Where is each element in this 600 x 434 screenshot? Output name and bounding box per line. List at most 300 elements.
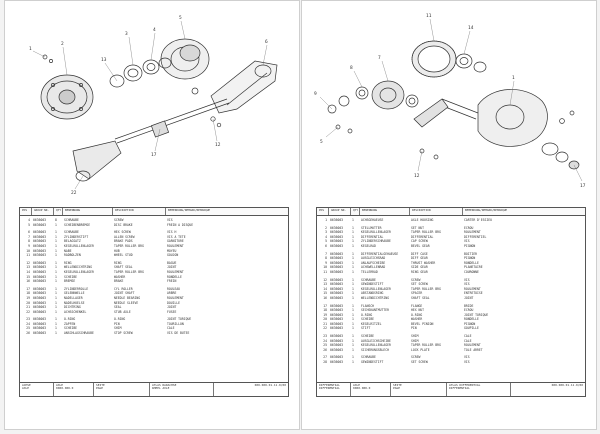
svg-text:5: 5 (179, 16, 182, 21)
parts-cell: 1 (352, 291, 354, 296)
parts-cell: BRAKE (114, 279, 124, 284)
parts-cell: DIFF GEAR (411, 256, 428, 261)
parts-cell: 1 (352, 308, 354, 313)
parts-cell: FUSEE (167, 309, 177, 314)
parts-cell: 1 (55, 286, 57, 291)
parts-cell: VIS DE BUTEE (167, 331, 190, 336)
parts-cell: SCREW (411, 277, 421, 282)
parts-cell: SCHEIBE (64, 326, 78, 331)
exploded-view-differential (302, 1, 596, 201)
parts-cell: 1 (55, 260, 57, 265)
parts-cell: SCHEIBE (361, 334, 375, 339)
parts-cell: ANSCHLAGSCHRAUBE (64, 331, 94, 336)
header-name: BENENNUNG (360, 208, 410, 215)
wheel-hub-drawing (5, 1, 299, 201)
parts-cell: AUSGLEICHSRAD (361, 256, 386, 261)
header-remark: BEMERKUNG/REMARK/REMARQUE (168, 208, 211, 212)
parts-cell: 6 (28, 230, 30, 235)
parts-cell: 2 (325, 225, 327, 230)
parts-cell: ROULEMENT (464, 343, 481, 348)
parts-list-table-left (19, 207, 289, 383)
parts-cell: 0636003 (33, 234, 47, 239)
parts-cell: 1 (352, 338, 354, 343)
parts-cell: ECROU (464, 308, 474, 313)
parts-cell: 0636003 (33, 279, 47, 284)
parts-cell: 0636003 (330, 321, 344, 326)
parts-cell: RING (64, 260, 72, 265)
parts-cell: SHAFT SEAL (114, 265, 133, 270)
parts-cell: SET NUT (411, 225, 425, 230)
parts-cell: O-RING (411, 312, 423, 317)
parts-cell: ZYLINDERSCHRAUBE (361, 239, 391, 244)
parts-cell: 1 (352, 282, 354, 287)
parts-cell: WASHER (411, 317, 423, 322)
parts-cell: 0636003 (33, 248, 47, 253)
parts-cell: 1 (55, 291, 57, 296)
parts-cell: 0636003 (330, 303, 344, 308)
parts-cell: SCHRAUBE (64, 218, 79, 222)
parts-cell: THRUST WASHER (411, 260, 436, 265)
svg-text:13: 13 (101, 58, 107, 63)
parts-cell: O-RING (114, 317, 126, 322)
parts-cell: BOITIER (464, 251, 478, 256)
parts-cell: 0636003 (330, 338, 344, 343)
parts-cell: 0636003 (33, 331, 47, 336)
parts-cell: 1 (352, 286, 354, 291)
parts-cell: 19 (26, 295, 30, 300)
svg-text:3: 3 (125, 32, 128, 37)
parts-cell: JOINT SHAFT (114, 291, 135, 296)
parts-cell: RADBOLZEN (64, 253, 81, 258)
parts-cell: 0636003 (33, 300, 47, 305)
svg-text:4: 4 (153, 28, 156, 33)
parts-cell: ROULEAU (167, 286, 181, 291)
parts-cell: VIS H (167, 230, 177, 235)
header-description: DESCRIPTION (410, 208, 463, 215)
parts-cell: 13 (26, 265, 30, 270)
title-block-cell: ATLAS DIFFERENTIAL DIFFERENTIAL (447, 383, 511, 396)
parts-cell: KEGELROLLENLAGER (64, 243, 94, 248)
parts-cell: VIS (464, 355, 470, 360)
parts-cell: ACHSSCHENKEL (64, 309, 87, 314)
parts-cell: ROULEMENT (167, 243, 184, 248)
header-qty: QTY (351, 208, 360, 215)
parts-cell: 10 (323, 265, 327, 270)
parts-cell: 0636003 (33, 243, 47, 248)
parts-cell: CALE (464, 338, 472, 343)
parts-cell: DIFFERENTIALGEHAEUSE (361, 251, 399, 256)
parts-cell: 0636003 (330, 260, 344, 265)
parts-cell: 22 (26, 309, 30, 314)
parts-cell: SET SCREW (411, 360, 428, 365)
parts-list-table-right (316, 207, 586, 383)
svg-text:12: 12 (414, 174, 420, 179)
parts-cell: SCHEIBE (361, 317, 375, 322)
parts-cell: DIFF CASE (411, 251, 428, 256)
parts-cell: ROULEMENT (167, 269, 184, 274)
title-block-left (19, 383, 289, 397)
parts-cell: 8 (325, 256, 327, 261)
parts-cell: WASHER (114, 274, 126, 279)
parts-cell: 14 (26, 269, 30, 274)
parts-cell: ROULEMENT (464, 286, 481, 291)
parts-cell: 1 (352, 317, 354, 322)
parts-cell: 0636003 (33, 309, 47, 314)
header-group: GROUP NR. (32, 208, 54, 215)
svg-text:2: 2 (61, 42, 64, 47)
parts-cell: 0636003 (33, 295, 47, 300)
parts-cell: 1 (352, 260, 354, 265)
svg-text:14: 14 (468, 26, 474, 31)
parts-cell: 0636003 (330, 308, 344, 313)
parts-cell: 1 (55, 253, 57, 258)
header-pos: POS (317, 208, 329, 215)
parts-cell: DOUILLE (167, 300, 181, 305)
parts-cell: 0636003 (330, 239, 344, 244)
parts-cell: RONDELLE (464, 260, 479, 265)
parts-cell: ACHSWELLENRAD (361, 265, 386, 270)
parts-cell: TOLE ARRET (464, 347, 483, 352)
parts-cell: 1 (352, 347, 354, 352)
parts-cell: 1 (352, 234, 354, 239)
svg-text:11: 11 (426, 14, 432, 19)
parts-cell: 1 (55, 326, 57, 331)
parts-cell: PIGNON (464, 243, 476, 248)
parts-cell: 0636003 (330, 243, 344, 248)
svg-text:17: 17 (580, 184, 586, 189)
parts-cell: KEGELROLLENLAGER (64, 269, 94, 274)
parts-cell: 27 (323, 355, 327, 360)
parts-cell: 1 (55, 248, 57, 253)
parts-cell: 1 (55, 321, 57, 326)
parts-cell: 0636003 (330, 282, 344, 287)
parts-cell: 25 (26, 326, 30, 331)
exploded-view-wheel-hub (5, 1, 299, 201)
parts-cell: DICHTRING (64, 305, 81, 310)
parts-cell: BREMSE (64, 279, 76, 284)
parts-cell: ENTRETOISE (464, 291, 483, 296)
svg-text:5: 5 (320, 140, 323, 145)
parts-row (317, 218, 585, 223)
parts-cell: PIGNON (464, 321, 476, 326)
parts-cell: 1 (352, 295, 354, 300)
parts-cell: TAPER ROLLER BRG (411, 286, 441, 291)
parts-cell: 1 (352, 256, 354, 261)
parts-row (317, 360, 585, 365)
parts-cell: 22 (323, 326, 327, 331)
parts-cell: 9 (325, 260, 327, 265)
parts-cell: JOINT (167, 305, 177, 310)
parts-cell: SCHEIBENBREMSE (64, 222, 91, 227)
parts-cell: JOINT (167, 265, 177, 270)
parts-cell: 17 (323, 303, 327, 308)
parts-cell: 0636003 (33, 253, 47, 258)
parts-cell: 0636003 (330, 225, 344, 230)
parts-cell: GOUPILLE (464, 326, 479, 331)
parts-cell: ROULEMENT (464, 230, 481, 235)
parts-cell: WELLENDICHTRING (361, 295, 389, 300)
parts-cell: CALE (464, 334, 472, 339)
parts-cell: 1 (352, 355, 354, 360)
parts-cell: NABE (64, 248, 72, 253)
parts-cell: BRAKE PADS (114, 239, 133, 244)
svg-text:9: 9 (314, 92, 317, 97)
parts-cell: 0636003 (330, 269, 344, 274)
parts-cell: 7 (28, 234, 30, 239)
parts-cell: 1 (55, 274, 57, 279)
parts-cell: CYL ROLLER (114, 286, 133, 291)
parts-cell: 1 (55, 230, 57, 235)
parts-cell: 21 (323, 321, 327, 326)
parts-cell: 17 (26, 286, 30, 291)
header-name: BENENNUNG (63, 208, 113, 215)
parts-cell: 0636003 (33, 218, 47, 222)
parts-cell: TAPER ROLLER BRG (411, 343, 441, 348)
parts-cell: 0636003 (33, 291, 47, 296)
parts-cell: 1 (55, 243, 57, 248)
parts-cell: 1 (55, 234, 57, 239)
parts-cell: 0636003 (33, 305, 47, 310)
parts-cell: 0636003 (330, 277, 344, 282)
parts-cell: FLANGE (411, 303, 423, 308)
parts-cell: KEGELROLLENLAGER (361, 286, 391, 291)
parts-cell: ZAPFEN (64, 321, 76, 326)
parts-cell: 0636003 (33, 269, 47, 274)
parts-cell: HEX SCREW (114, 230, 131, 235)
svg-text:8: 8 (350, 66, 353, 71)
parts-row (20, 310, 288, 315)
parts-cell: SEAL (114, 305, 122, 310)
parts-cell: 1 (352, 269, 354, 274)
parts-cell: STELLMUTTER (361, 225, 382, 230)
parts-cell: VIS (464, 282, 470, 287)
parts-cell: 15 (26, 274, 30, 279)
parts-cell: 1 (352, 265, 354, 270)
parts-cell: 19 (323, 312, 327, 317)
parts-cell: 16 (323, 295, 327, 300)
parts-cell: 0636003 (330, 326, 344, 331)
parts-cell: BRIDE (464, 303, 474, 308)
title-block-cell: SEITE PAGE (391, 383, 447, 396)
parts-cell: O-RING (361, 312, 373, 317)
parts-cell: SHAFT SEAL (411, 295, 430, 300)
parts-row (317, 348, 585, 353)
title-block-cell: ACHSE AXLE (20, 383, 54, 396)
parts-cell: SIDE GEAR (411, 265, 428, 270)
parts-cell: CARTER D'ESSIEU (464, 218, 492, 222)
parts-cell: HUB (114, 248, 120, 253)
parts-cell: BELAGSATZ (64, 239, 81, 244)
parts-cell: GARNITURE (167, 239, 184, 244)
differential-drawing (302, 1, 596, 201)
parts-cell: COURONNE (464, 269, 479, 274)
parts-cell: JOINT TORIQUE (464, 312, 489, 317)
parts-cell: 0636003 (33, 222, 47, 227)
parts-cell: 1 (352, 251, 354, 256)
parts-cell: FREIN (167, 279, 177, 284)
svg-text:1: 1 (512, 76, 515, 81)
parts-cell: ROULEMENT (167, 295, 184, 300)
svg-text:1: 1 (29, 47, 32, 52)
parts-cell: WELLENDICHTRING (64, 265, 92, 270)
parts-cell: 7 (325, 251, 327, 256)
parts-cell: 0636003 (33, 286, 47, 291)
parts-cell: 1 (352, 225, 354, 230)
parts-cell: 18 (26, 291, 30, 296)
parts-cell: ZYLINDERSTIFT (64, 234, 89, 239)
parts-cell: VIS (464, 360, 470, 365)
parts-cell: 13 (323, 282, 327, 287)
parts-cell: DIFFERENTIAL (411, 234, 434, 239)
parts-cell: 1 (352, 321, 354, 326)
title-block-cell: SEITE PAGE (94, 383, 150, 396)
parts-cell: 1 (55, 239, 57, 244)
parts-cell: BAGUE (167, 260, 177, 265)
parts-cell: 0636003 (330, 360, 344, 365)
parts-cell: FREIN A DISQUE (167, 222, 194, 227)
parts-cell: O-RING (64, 317, 76, 322)
parts-cell: 24 (26, 321, 30, 326)
parts-cell: FLANSCH (361, 303, 375, 308)
parts-cell: 0636003 (33, 230, 47, 235)
parts-cell: SPACER (411, 291, 423, 296)
title-block-cell: ATLAS RADACHSE WHEEL AXLE (150, 383, 214, 396)
parts-cell: 24 (323, 338, 327, 343)
parts-row (20, 279, 288, 284)
parts-cell: GEWINDESTIFT (361, 360, 384, 365)
parts-cell: KEGELROLLENLAGER (361, 343, 391, 348)
parts-cell: STOP SCREW (114, 331, 133, 336)
parts-cell: 1 (55, 269, 57, 274)
header-pos: POS (20, 208, 32, 215)
parts-cell: 1 (55, 309, 57, 314)
parts-cell: RING (114, 260, 122, 265)
header-group: GROUP NR. (329, 208, 351, 215)
parts-cell: SCHEIBE (64, 274, 78, 279)
parts-cell: BEVEL PINION (411, 321, 434, 326)
parts-cell: 8 (28, 239, 30, 244)
parts-cell: AXLE HOUSING (411, 218, 434, 222)
parts-cell: 0636003 (33, 260, 47, 265)
parts-cell: 4 (325, 234, 327, 239)
parts-cell: STUB AXLE (114, 309, 131, 314)
parts-cell: 1 (352, 334, 354, 339)
parts-cell: 1 (352, 218, 354, 222)
parts-cell: ANLAUFSCHEIBE (361, 260, 386, 265)
parts-cell: 0636003 (330, 234, 344, 239)
parts-cell: 0636003 (330, 218, 344, 222)
parts-cell: SCHRAUBE (361, 355, 376, 360)
parts-cell: 12 (26, 260, 30, 265)
parts-cell: 9 (28, 243, 30, 248)
parts-cell: ABSTANDSRING (361, 291, 384, 296)
parts-cell: WHEEL STUD (114, 253, 133, 258)
parts-cell: 1 (352, 243, 354, 248)
parts-cell: LOCK PLATE (411, 347, 430, 352)
parts-row (20, 331, 288, 336)
parts-list-rows (20, 216, 288, 336)
parts-cell: KEGELROLLENLAGER (361, 230, 391, 235)
parts-cell: SHIM (114, 326, 122, 331)
parts-cell: RONDELLE (167, 274, 182, 279)
parts-cell: VIS (464, 277, 470, 282)
parts-row (317, 244, 585, 249)
parts-cell: PIGNON (464, 256, 476, 261)
parts-cell: AUSGLEICHSCHEIBE (361, 338, 391, 343)
parts-cell: 1 (55, 305, 57, 310)
parts-cell: 0636003 (330, 355, 344, 360)
parts-row (317, 296, 585, 301)
parts-cell: 20 (26, 300, 30, 305)
parts-cell: 5 (28, 222, 30, 227)
parts-cell: GELENKWELLE (64, 291, 85, 296)
parts-cell: ACHSGEHAEUSE (361, 218, 384, 222)
parts-cell: SHIM (411, 338, 419, 343)
parts-cell: 0636003 (33, 321, 47, 326)
parts-page-right (301, 0, 597, 430)
parts-cell: TAPER ROLLER BRG (411, 230, 441, 235)
parts-cell: 0636003 (330, 334, 344, 339)
parts-cell: 0636003 (330, 251, 344, 256)
parts-cell: 3 (325, 230, 327, 235)
parts-cell: SECHSKANTMUTTER (361, 308, 389, 313)
parts-cell: 0636003 (330, 256, 344, 261)
parts-cell: 1 (55, 295, 57, 300)
parts-cell: RING GEAR (411, 269, 428, 274)
parts-cell: 0636003 (33, 265, 47, 270)
parts-cell: PIN (114, 321, 120, 326)
parts-cell: 1 (352, 277, 354, 282)
parts-cell: SCREW (114, 218, 124, 222)
parts-cell: 6 (325, 243, 327, 248)
parts-cell: 0636003 (33, 239, 47, 244)
parts-list-rows (317, 216, 585, 365)
parts-cell: 26 (323, 347, 327, 352)
title-block-cell: DIFFERENTIAL DIFFERENTIAL (317, 383, 351, 396)
parts-row (317, 270, 585, 275)
parts-cell: 1 (55, 331, 57, 336)
parts-cell: 1 (352, 343, 354, 348)
parts-cell: 0636003 (330, 230, 344, 235)
parts-cell: 1 (352, 230, 354, 235)
svg-text:7: 7 (378, 56, 381, 61)
parts-cell: DISC BRAKE (114, 222, 133, 227)
parts-cell: CALE (167, 326, 175, 331)
parts-cell: 23 (26, 317, 30, 322)
parts-cell: SICHERUNGSBLECH (361, 347, 389, 352)
parts-cell: 25 (323, 343, 327, 348)
parts-cell: 1 (325, 218, 327, 222)
parts-cell: 1 (352, 303, 354, 308)
parts-cell: TELLERRAD (361, 269, 378, 274)
parts-cell: 0636003 (330, 347, 344, 352)
svg-text:17: 17 (151, 153, 157, 158)
parts-cell: 12 (323, 277, 327, 282)
parts-cell: ECROU (464, 225, 474, 230)
parts-cell: KEGELRAD (361, 243, 376, 248)
parts-page-left (4, 0, 300, 430)
parts-cell: SET SCREW (411, 282, 428, 287)
parts-cell: PIN (411, 326, 417, 331)
parts-cell: 1 (55, 317, 57, 322)
parts-cell: 1 (55, 300, 57, 305)
parts-cell: 4 (28, 218, 30, 222)
parts-cell: NEEDLE BEARING (114, 295, 141, 300)
parts-cell: 23 (323, 334, 327, 339)
parts-cell: 0636003 (330, 265, 344, 270)
parts-cell: VIS A TETE (167, 234, 186, 239)
parts-cell: 18 (323, 308, 327, 313)
